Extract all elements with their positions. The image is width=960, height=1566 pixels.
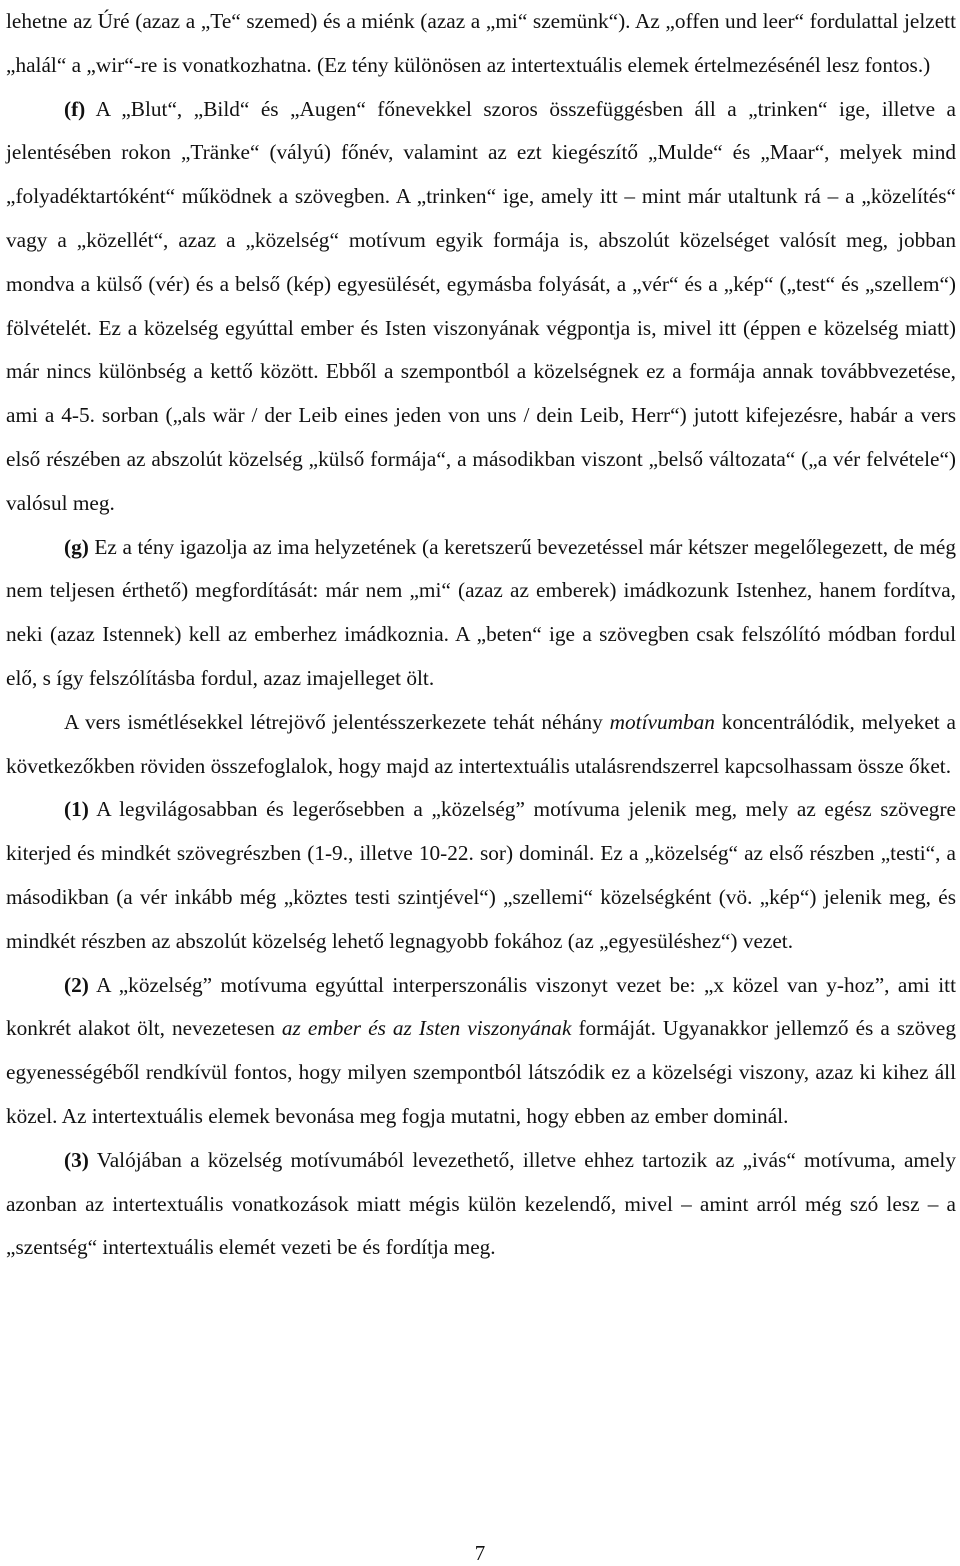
paragraph-label: (f) (64, 96, 86, 121)
paragraph-text: lehetne az Úré (azaz a „Te“ szemed) és a miénk (azaz a „mi“ szemünk“). Az „offen und leer“ fordulattal jelzett „halál“ a „wir“-re is vonatkozhatna. (Ez tény különösen az intertextuális elemek értelmezésénél lesz fontos.) (6, 9, 956, 77)
paragraph-text: A legvilágosabban és legerősebben a „közelség” motívuma jelenik meg, mely az egész szövegre kiterjed és mindkét szövegrészben (1-9., illetve 10-22. sor) dominál. Ez a „közelség“ az első részben „testi“, a másodikban (a vér inkább még „köztes testi szintjével“) „szellemi“ közelségként (vö. „kép“) jelenik meg, és mindkét részben az abszolút közelség lehető legnagyobb fokához (az „egyesüléshez“) vezet. (6, 797, 956, 953)
paragraph-text: A „Blut“, „Bild“ és „Augen“ főnevekkel szoros összefüggésben áll a „trinken“ ige, illetve a jelentésében rokon „Tränke“ (vályú) főnév, valamint az ezt kiegészítő „Mulde“ és „Maar“, melyek mind „folyadéktartóként“ működnek a szövegben. A „trinken“ ige, amely itt – mint már utaltunk rá – a „közelítés“ vagy a „közellét“, azaz a „közelség“ motívum egyik formája is, abszolút közelséget valósít meg, jobban mondva a külső (vér) és a belső (kép) egyesülését, egymásba folyását, a „vér“ és a „kép“ („test“ és „szellem“) fölvételét. Ez a közelség egyúttal ember és Isten viszonyának végpontja is, mivel itt (éppen e közelség miatt) már nincs különbség a kettő között. Ebből a szempontból a közelségnek ez a formája annak továbbvezetése, ami a 4-5. sorban („als wär / der Leib eines jeden von uns / dein Leib, Herr“) jutott kifejezésre, habár a vers első részében az abszolút közelség „külső formája“, a másodikban viszont „belső változata“ („a vér felvétele“) valósul meg. (6, 96, 956, 515)
paragraph-text: formáját. Ugyanakkor jellemző és a szöveg egyenes (6, 1016, 956, 1085)
paragraph (6, 701, 956, 789)
paragraph (6, 1139, 956, 1270)
paragraph (6, 788, 956, 963)
paragraph-label: (3) (64, 1147, 89, 1172)
paragraph-emphasis: az ember és az Isten viszonyának (281, 1016, 572, 1041)
paragraph-text: A „közelség” motívuma egyúttal interperszonális viszonyt vezet be: „x közel van y-hoz”, ami itt konkrét alakot ölt, nevezetesen (6, 972, 956, 1041)
paragraph (6, 88, 956, 526)
paragraph-text: koncentrálódik, melyeket a következőkben röviden összefoglalok, hogy majd az intertextuális utalásrendszerrel kapcsolhassam össze őket. (6, 709, 956, 778)
paragraph-text: A vers ismétlésekkel létrejövő jelentésszerkezete tehát néhány (64, 709, 610, 734)
paragraph-emphasis: motívumban (609, 709, 715, 734)
paragraph-text: Valójában a közelség motívumából levezethető, illetve ehhez tartozik az „ivás“ motívuma, amely azonban az intertextuális vonatkozások miatt mégis külön kezelendő, mivel – amint arról még szó lesz – a „szentség“ intertextuális elemét vezeti be és fordítja meg. (6, 1147, 956, 1260)
paragraph-label: (1) (64, 797, 89, 822)
paragraph (6, 0, 956, 88)
paragraph-label: (g) (64, 534, 89, 559)
paragraph-label: (2) (64, 972, 89, 997)
paragraph-text: ségéből rendkívül fontos, hogy milyen szempontból látszódik ez a közelségi viszony, azaz ki kihez áll közel. Az intertextuális elemek bevonása meg fogja mutatni, hogy ebben az ember dominál. (6, 1060, 956, 1128)
paragraph-text: Ez a tény igazolja az ima helyzetének (a keretszerű bevezetéssel már kétszer megelőlegezett, de még nem teljesen érthető) megfordítását: már nem „mi“ (azaz az emberek) imádkozunk Istenhez, hanem fordítva, neki (azaz Istennek) kell az emberhez imádkoznia. A „beten“ ige a szövegben csak felszólító módban fordul elő, s így felszólításba fordul, azaz imajelleget ölt. (6, 534, 956, 690)
body-text (6, 0, 956, 1270)
page-number: 7 (474, 1541, 486, 1565)
paragraph (6, 964, 956, 1139)
paragraph (6, 526, 956, 701)
